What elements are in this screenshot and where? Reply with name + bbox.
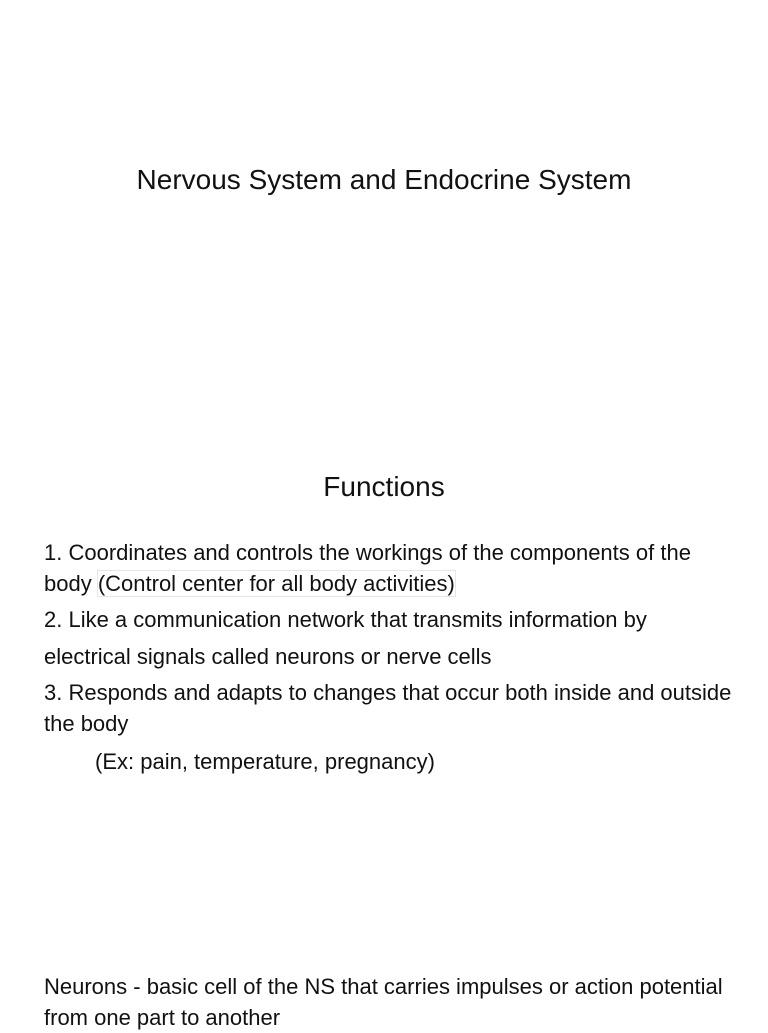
slide-neurons: [0, 940, 768, 1030]
neurons-definition: Neurons - basic cell of the NS that carries impulses or action potential from one part to another: [44, 974, 723, 1030]
function-example: (Ex: pain, temperature, pregnancy): [95, 749, 435, 774]
page-title: Nervous System and Endocrine System: [136, 164, 632, 195]
function-item-2-line-2: electrical signals called neurons or nerve cells: [44, 644, 492, 669]
function-item-2-line-1: 2. Like a communication network that transmits information by: [44, 607, 647, 632]
slide-title: [0, 0, 768, 440]
function-item-3: 3. Responds and adapts to changes that occur both inside and outside the body: [44, 680, 732, 736]
section-title: Functions: [323, 471, 445, 502]
slide-functions: [0, 440, 768, 940]
function-item-1: [44, 537, 734, 599]
function-item-1-text: 1. Coordinates and controls the workings of the components of the body: [44, 540, 691, 596]
function-item-1-emphasis: (Control center for all body activities): [97, 571, 455, 596]
